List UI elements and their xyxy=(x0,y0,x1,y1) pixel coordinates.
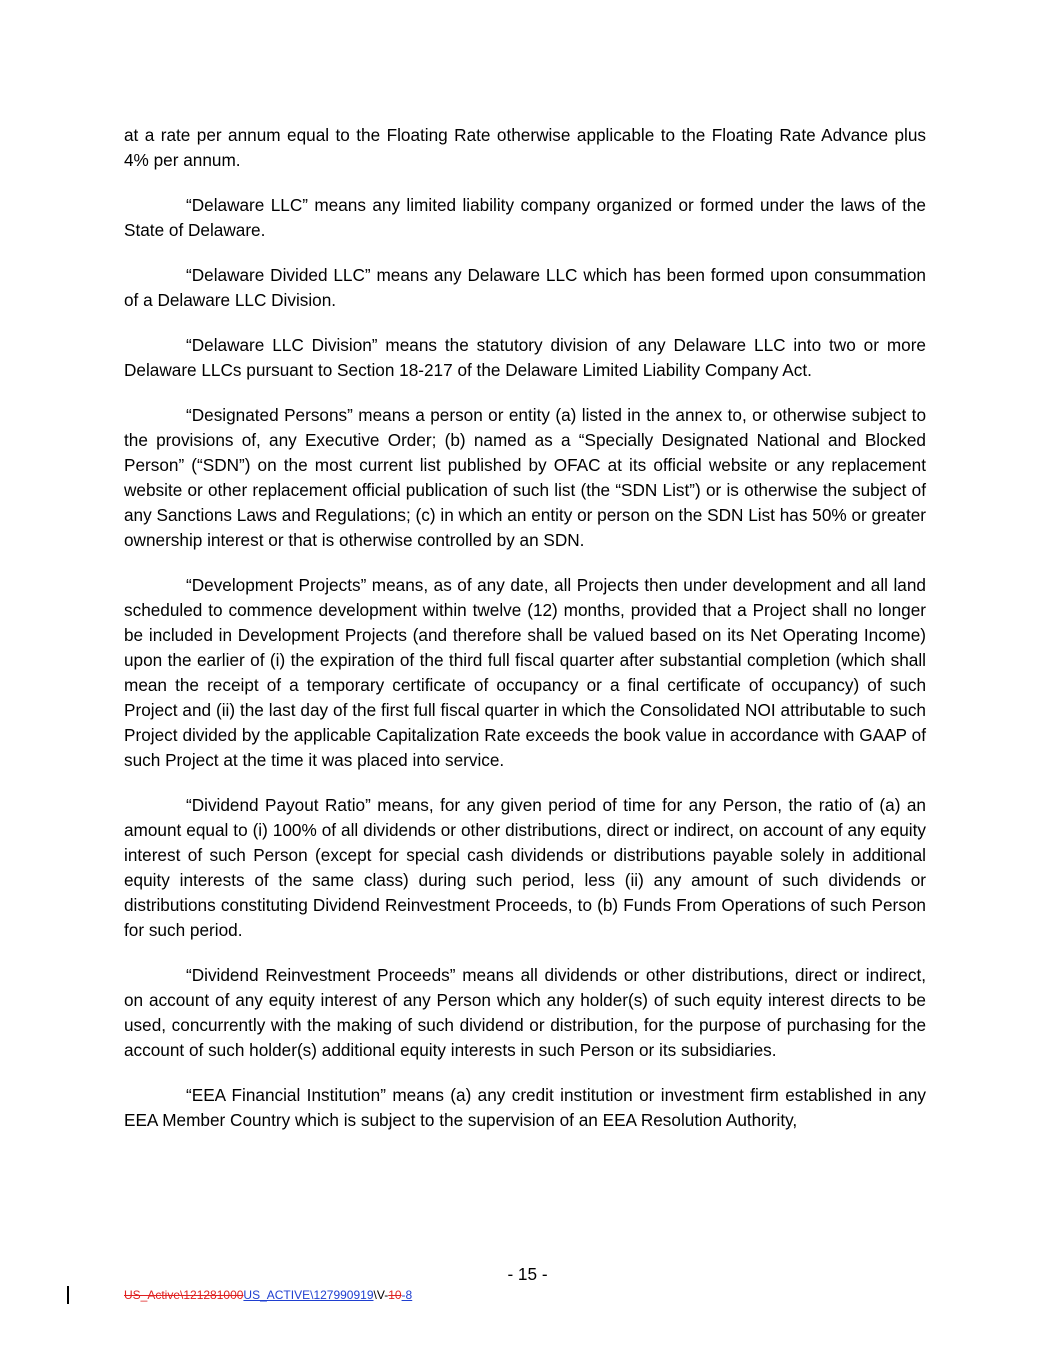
revision-change-bar xyxy=(67,1286,69,1304)
document-id-footer xyxy=(124,1288,412,1302)
definition-dividend-payout-ratio: “Dividend Payout Ratio” means, for any given period of time for any Person, the ratio of (a) an amount equal to (i) 100% of all dividends or other distributions, direct or indirect, on account of any equity interest of such Person (except for special cash dividends or distributions payable solely in additional equity interests of the same class) during such period, less (ii) any amount of such dividends or distributions constituting Dividend Reinvestment Proceeds, to (b) Funds From Operations of such Person for such period. xyxy=(124,795,926,940)
doc-id-version-prefix: \V- xyxy=(373,1288,389,1302)
doc-id-inserted-version: -8 xyxy=(401,1288,413,1302)
definition-development-projects: “Development Projects” means, as of any date, all Projects then under development and all land scheduled to commence development within twelve (12) months, provided that a Project shall no longer be included in Development Projects (and therefore shall be valued based on its Net Operating Income) upon the earlier of (i) the expiration of the third full fiscal quarter after substantial completion (which shall mean the receipt of a temporary certificate of occupancy or a final certificate of occupancy) of such Project and (ii) the last day of the first full fiscal quarter in which the Consolidated NOI attributable to such Project divided by the applicable Capitalization Rate exceeds the book value in accordance with GAAP of such Project at the time it was placed into service. xyxy=(124,575,926,770)
definition-eea-financial-institution: “EEA Financial Institution” means (a) any credit institution or investment firm established in any EEA Member Country which is subject to the supervision of an EEA Resolution Authority, xyxy=(124,1085,926,1130)
page-number: - 15 - xyxy=(507,1264,548,1284)
document-body xyxy=(124,123,926,1153)
definition-delaware-llc-division: “Delaware LLC Division” means the statutory division of any Delaware LLC into two or more Delaware LLCs pursuant to Section 18-217 of the Delaware Limited Liability Company Act. xyxy=(124,335,926,380)
doc-id-inserted-text: US_ACTIVE\127990919 xyxy=(243,1288,374,1302)
definition-delaware-llc: “Delaware LLC” means any limited liability company organized or formed under the laws of the State of Delaware. xyxy=(124,195,926,240)
doc-id-deleted-text: US_Active\121281000 xyxy=(124,1288,244,1302)
paragraph-continuation: at a rate per annum equal to the Floating Rate otherwise applicable to the Floating Rate Advance plus 4% per annum. xyxy=(124,125,926,170)
definition-designated-persons: “Designated Persons” means a person or entity (a) listed in the annex to, or otherwise subject to the provisions of, any Executive Order; (b) named as a “Specially Designated National and Blocked Person” (“SDN”) on the most current list published by OFAC at its official website or any replacement website or other replacement official publication of such list (the “SDN List”) or is otherwise the subject of any Sanctions Laws and Regulations; (c) in which an entity or person on the SDN List has 50% or greater ownership interest or that is otherwise controlled by an SDN. xyxy=(124,405,926,550)
doc-id-deleted-version: 10 xyxy=(388,1288,402,1302)
definition-delaware-divided-llc: “Delaware Divided LLC” means any Delaware LLC which has been formed upon consummation of a Delaware LLC Division. xyxy=(124,265,926,310)
definition-dividend-reinvestment-proceeds: “Dividend Reinvestment Proceeds” means all dividends or other distributions, direct or indirect, on account of any equity interest of any Person which any holder(s) of such equity interest directs to be used, concurrently with the making of such dividend or distribution, for the purpose of purchasing for the account of such holder(s) additional equity interests in such Person or its subsidiaries. xyxy=(124,965,926,1060)
